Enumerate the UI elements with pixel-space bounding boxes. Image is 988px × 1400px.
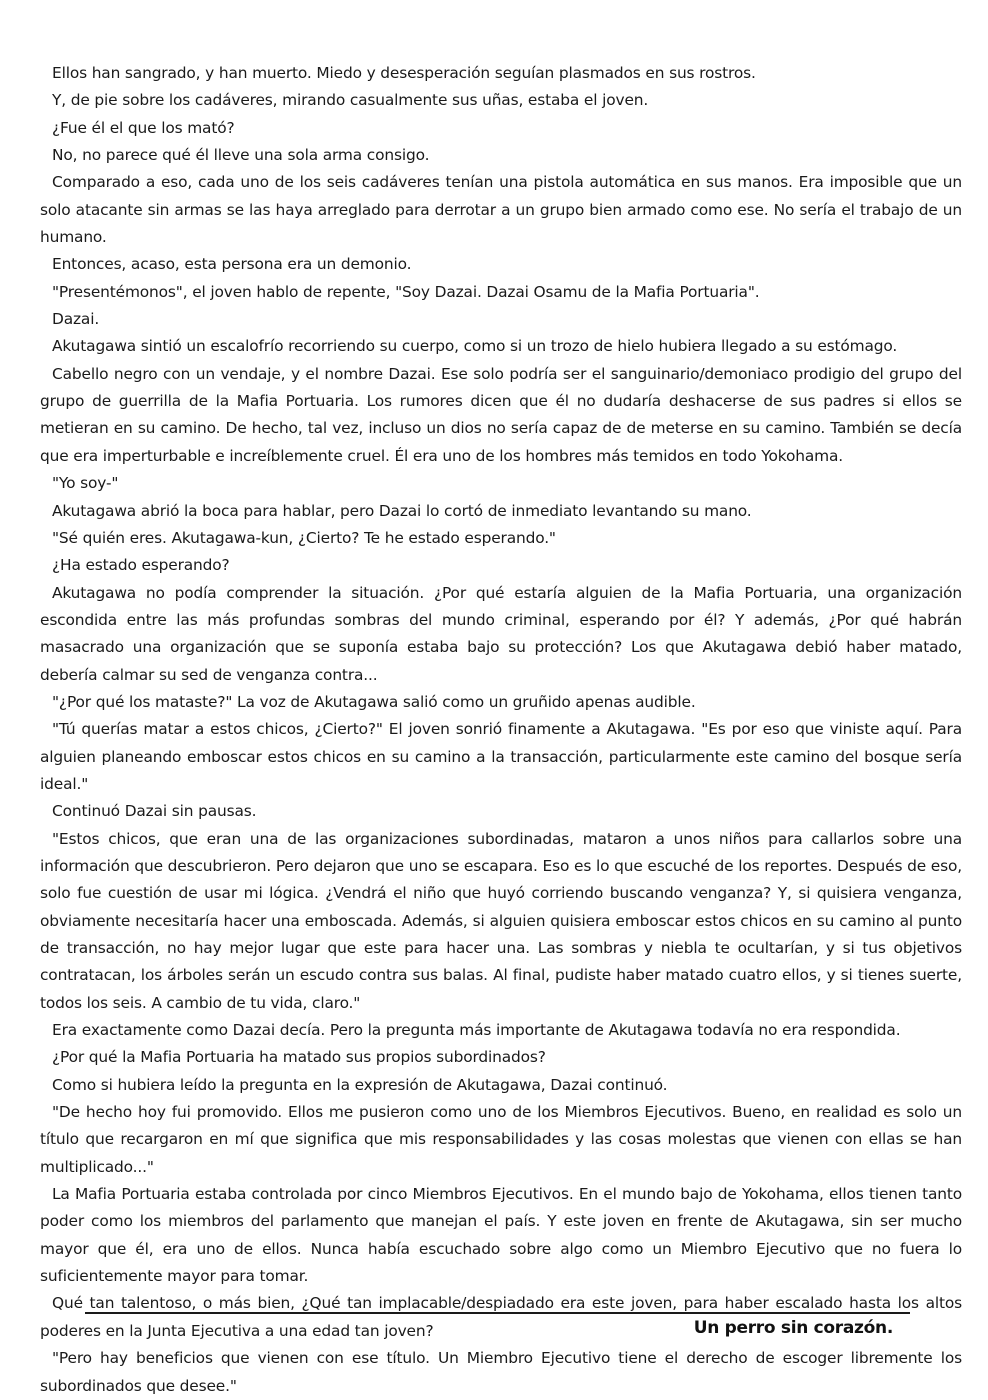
paragraph: ¿Fue él el que los mató? — [52, 118, 235, 137]
paragraph: Qué tan talentoso, o más bien, ¿Qué tan implacable/despiadado era este joven, para haber escalado hasta los altos poderes en la Junta Ejecutiva a una edad tan joven? — [40, 1294, 962, 1340]
paragraph: Akutagawa abrió la boca para hablar, pero Dazai lo cortó de inmediato levantando su mano. — [52, 501, 752, 520]
paragraph: Akutagawa sintió un escalofrío recorriendo su cuerpo, como si un trozo de hielo hubiera llegado a su estómago. — [52, 337, 898, 356]
paragraph: Era exactamente como Dazai decía. Pero la pregunta más importante de Akutagawa todavía no era respondida. — [52, 1021, 901, 1040]
paragraph: "Tú querías matar a estos chicos, ¿Cierto?" El joven sonrió finamente a Akutagawa. "Es por eso que viniste aquí. Para alguien planeando emboscar estos chicos en su camino a la transacción, particularmente este camino del bosque sería ideal." — [40, 720, 962, 793]
paragraph: Ellos han sangrado, y han muerto. Miedo y desesperación seguían plasmados en sus rostros. — [52, 64, 756, 82]
paragraph: "De hecho hoy fui promovido. Ellos me pusieron como uno de los Miembros Ejecutivos. Bueno, en realidad es solo un título que recargaron en mí que significa que mis responsabilidades y las cosas molestas que vienen con ellas se han multiplicado..." — [40, 1103, 962, 1176]
text-body — [40, 60, 962, 1400]
footer-divider — [85, 1312, 910, 1314]
footer-title: Un perro sin corazón. — [693, 1318, 893, 1338]
paragraph: Dazai. — [52, 310, 100, 329]
paragraph: Cabello negro con un vendaje, y el nombre Dazai. Ese solo podría ser el sanguinario/demoniaco prodigio del grupo del grupo de guerrilla de la Mafia Portuaria. Los rumores dicen que él no dudaría deshacerse de sus padres si ellos se metieran en su camino. De hecho, tal vez, incluso un dios no sería capaz de de meterse en su camino. También se decía que era imperturbable e increíblemente cruel. Él era uno de los hombres más temidos en todo Yokohama. — [40, 364, 962, 465]
paragraph: Comparado a eso, cada uno de los seis cadáveres tenían una pistola automática en sus manos. Era imposible que un solo atacante sin armas se las haya arreglado para derrotar a un grupo bien armado como ese. No sería el trabajo de un humano. — [40, 173, 962, 247]
paragraph: La Mafia Portuaria estaba controlada por cinco Miembros Ejecutivos. En el mundo bajo de Yokohama, ellos tienen tanto poder como los miembros del parlamento que manejan el país. Y este joven en frente de Akutagawa, sin ser mucho mayor que él, era uno de ellos. Nunca había escuchado sobre algo como un Miembro Ejecutivo que no fuera lo suficientemente mayor para tomar. — [40, 1185, 962, 1286]
paragraph: Como si hubiera leído la pregunta en la expresión de Akutagawa, Dazai continuó. — [52, 1075, 668, 1094]
paragraph: "Presentémonos", el joven hablo de repente, "Soy Dazai. Dazai Osamu de la Mafia Portuaria". — [52, 282, 760, 301]
paragraph: Y, de pie sobre los cadáveres, mirando casualmente sus uñas, estaba el joven. — [52, 91, 649, 110]
paragraph: "¿Por qué los mataste?" La voz de Akutagawa salió como un gruñido apenas audible. — [52, 692, 696, 711]
paragraph: ¿Por qué la Mafia Portuaria ha matado sus propios subordinados? — [52, 1048, 546, 1067]
paragraph: Akutagawa no podía comprender la situación. ¿Por qué estaría alguien de la Mafia Portuaria, una organización escondida entre las más profundas sombras del mundo criminal, esperando por él? Y además, ¿Por qué habrán masacrado una organización que se suponía estaba bajo su protección? Los que Akutagawa debió haber matado, debería calmar su sed de venganza contra... — [40, 583, 962, 684]
paragraph: Continuó Dazai sin pausas. — [52, 802, 257, 821]
paragraph: "Sé quién eres. Akutagawa-kun, ¿Cierto? Te he estado esperando." — [52, 528, 556, 547]
paragraph: "Yo soy-" — [52, 474, 119, 493]
paragraph: ¿Ha estado esperando? — [52, 556, 230, 575]
paragraph: "Pero hay beneficios que vienen con ese título. Un Miembro Ejecutivo tiene el derecho de escoger libremente los subordinados que desee." — [40, 1349, 962, 1395]
paragraph: Entonces, acaso, esta persona era un demonio. — [52, 255, 412, 274]
paragraph: "Estos chicos, que eran una de las organizaciones subordinadas, mataron a unos niños para callarlos sobre una información que descubrieron. Pero dejaron que uno se escapara. Eso es lo que escuché de los reportes. Después de eso, solo fue cuestión de usar mi lógica. ¿Vendrá el niño que huyó corriendo buscando venganza? Y, si quisiera venganza, obviamente necesitaría hacer una emboscada. Además, si alguien quisiera emboscar estos chicos en su camino al punto de transacción, no hay mejor lugar que este para hacer una. Las sombras y niebla te ocultarían, y si tus objetivos contratacan, los árboles serán un escudo contra sus balas. Al final, pudiste haber matado cuatro ellos, y si tienes suerte, todos los seis. A cambio de tu vida, claro." — [40, 829, 962, 1012]
paragraph: No, no parece qué él lleve una sola arma consigo. — [52, 146, 430, 165]
